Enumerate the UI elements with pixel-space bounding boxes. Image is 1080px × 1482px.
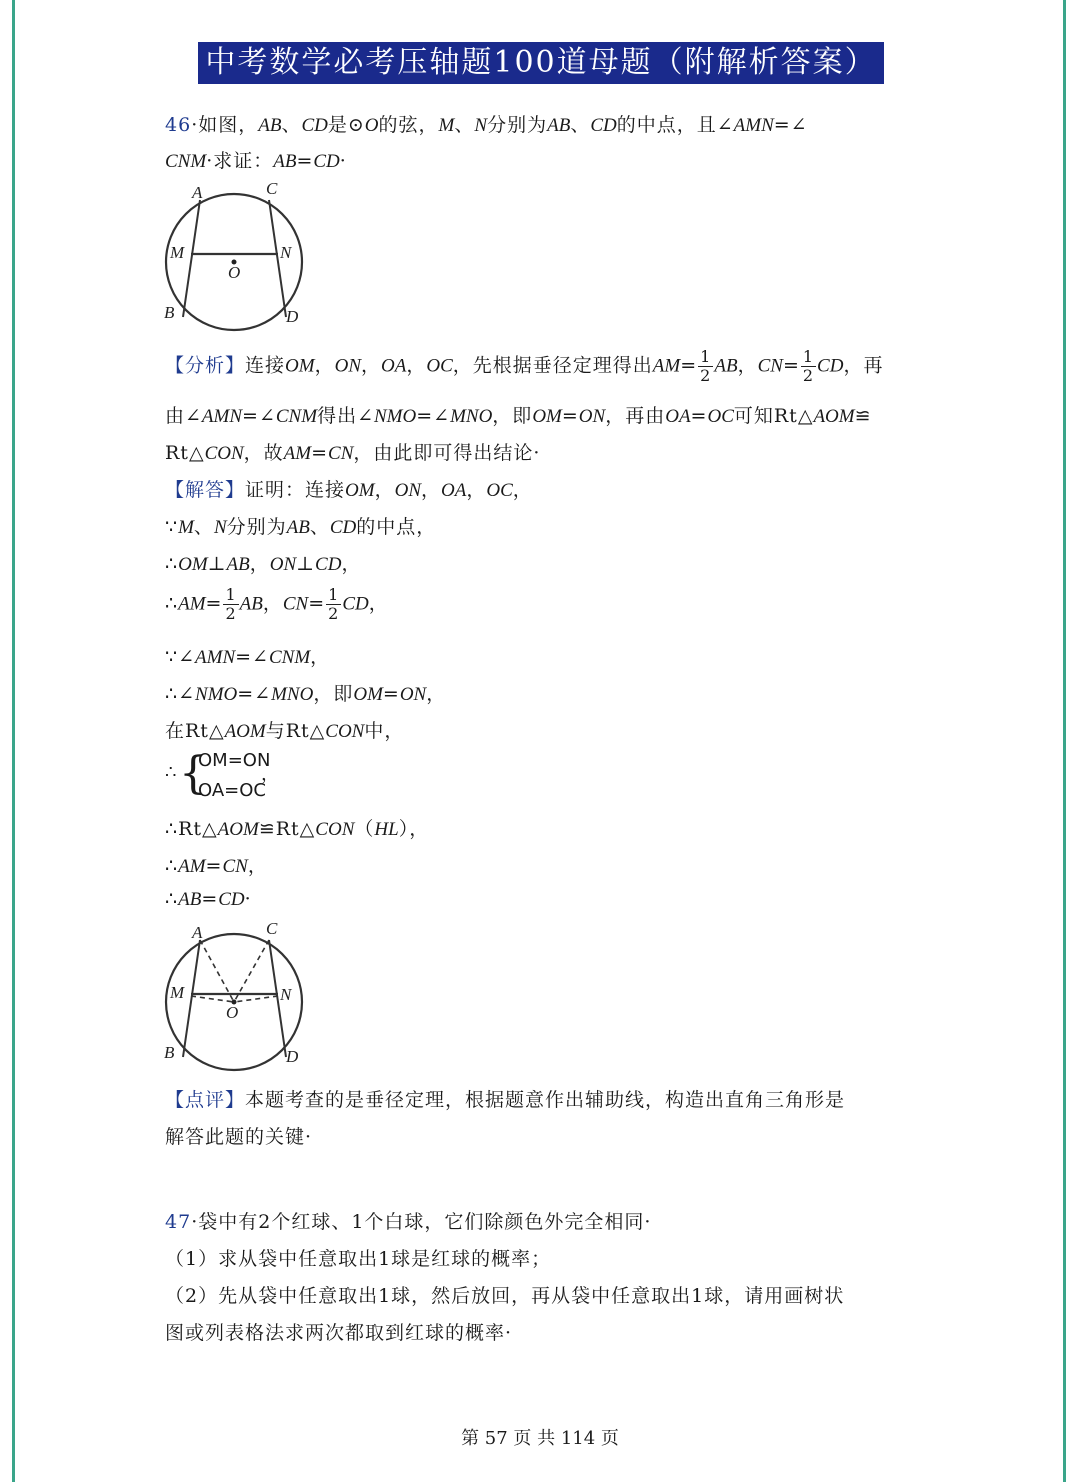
label-M: M [170,243,185,262]
solution-line-1: ∵M、N分别为AB、CD的中点， [165,516,437,538]
fraction-half: $\frac{1}{2}$ [700,347,712,385]
label-B: B [164,1043,175,1062]
problem-number: 46 [165,114,192,136]
solution-line-4: ∵∠AMN=∠CNM， [165,646,331,668]
label-B: B [164,303,175,322]
brace: { [179,748,207,799]
circle-figure-1 [158,176,318,336]
label-N: N [280,243,292,262]
solution-line-6: 在Rt△AOM与Rt△CON中， [165,720,405,742]
analysis-line-3: Rt△CON，故AM=CN，由此即可得出结论· [165,442,541,464]
problem-47-q1: （1）求从袋中任意取出1球是红球的概率； [165,1248,552,1270]
solution-line-9: ∴AB=CD· [165,888,252,910]
analysis-tag: 【分析】 [165,354,246,377]
comment-line-1: 【点评】本题考查的是垂径定理，根据题意作出辅助线，构造出直角三角形是 [165,1089,846,1111]
label-N: N [280,985,292,1004]
page-footer: 第 57 页 共 114 页 [461,1428,619,1449]
page-title: 中考数学必考压轴题100道母题（附解析答案） [198,42,884,84]
fraction-half: $\frac{1}{2}$ [802,347,815,385]
analysis-line-1: 【分析】连接OM，ON，OA，OC，先根据垂径定理得出AM= $\frac{1}{2}$ AB，CN= $\frac{1}{2}$ CD，再 [165,347,884,385]
label-O: O [228,263,241,282]
solution-line-7: ∴Rt△AOM≌Rt△CON（HL）， [165,818,430,840]
comment-tag: 【点评】 [165,1089,246,1111]
label-C: C [266,919,278,938]
solution-tag: 【解答】 [165,479,246,501]
label-A: A [192,923,203,942]
problem-46-stem-line-2: CNM·求证：AB=CD· [165,150,347,172]
problem-46-stem-line-1: 46·如图，AB、CD是⊙O的弦，M、N分别为AB、CD的中点，且∠AMN=∠ [165,114,808,136]
equation-system: ∴ { OM=ON OA=OC ， [165,748,279,801]
label-O: O [226,1003,239,1022]
label-D: D [286,307,299,326]
problem-47-q2-line-2: 图或列表格法求两次都取到红球的概率· [165,1322,513,1344]
label-A: A [192,183,203,202]
label-C: C [266,179,278,198]
solution-line-0: 【解答】证明：连接OM，ON，OA，OC， [165,479,533,501]
label-M: M [170,983,185,1002]
fraction-half: $\frac{1}{2}$ [328,585,340,623]
analysis-line-2: 由∠AMN=∠CNM得出∠NMO=∠MNO，即OM=ON，再由OA=OC可知Rt△AOM≌ [165,405,872,427]
circle-figure-2 [158,916,318,1076]
problem-number: 47 [165,1211,192,1233]
solution-line-8: ∴AM=CN， [165,855,268,877]
solution-line-2: ∴OM⊥AB，ON⊥CD， [165,553,362,575]
problem-47-stem: 47·袋中有2个红球、1个白球，它们除颜色外完全相同· [165,1211,652,1233]
solution-line-5: ∴∠NMO=∠MNO，即OM=ON， [165,683,447,705]
solution-line-3: ∴AM= $\frac{1}{2}$ AB，CN= $\frac{1}{2}$ CD， [165,585,389,623]
problem-47-q2-line-1: （2）先从袋中任意取出1球，然后放回，再从袋中任意取出1球，请用画树状 [165,1285,845,1307]
fraction-half: $\frac{1}{2}$ [225,585,237,623]
label-D: D [286,1047,299,1066]
comment-line-2: 解答此题的关键· [165,1126,313,1148]
